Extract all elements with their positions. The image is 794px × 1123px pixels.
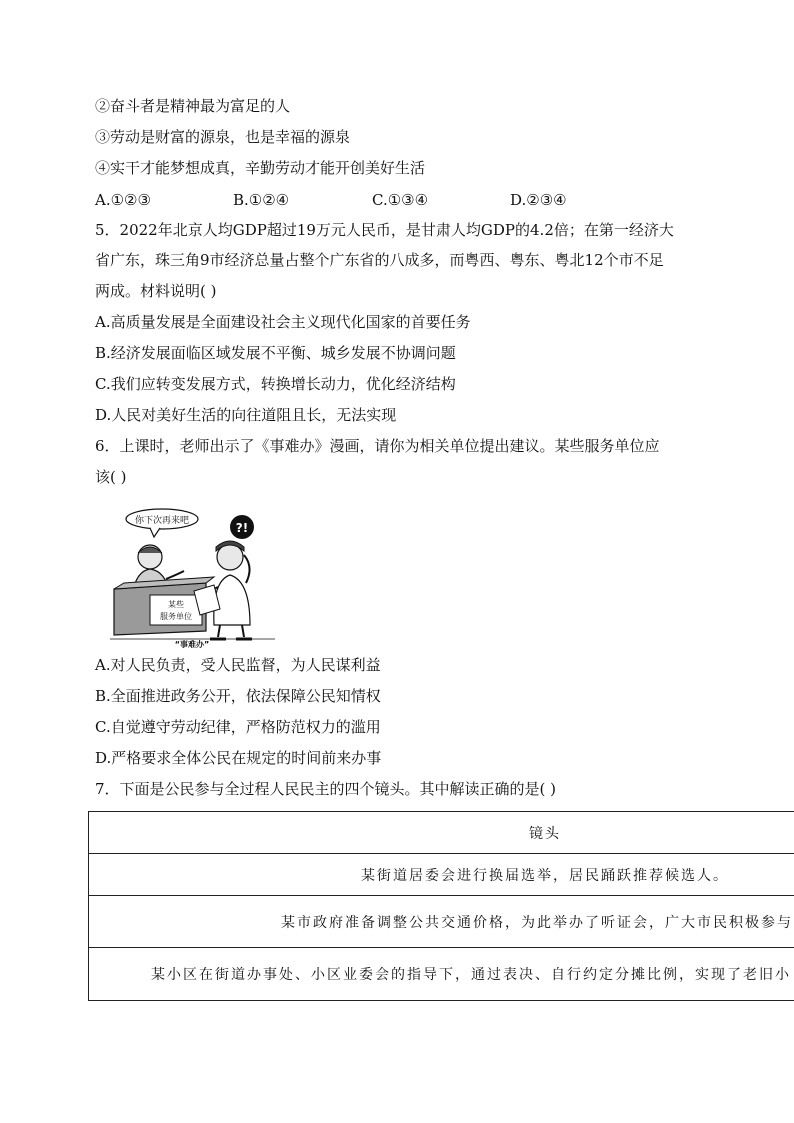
q5-option-a[interactable]: A.高质量发展是全面建设社会主义现代化国家的首要任务	[95, 313, 471, 331]
statement-2: ②奋斗者是精神最为富足的人	[95, 97, 291, 115]
q6-option-c[interactable]: C.自觉遵守劳动纪律，严格防范权力的滥用	[95, 718, 381, 736]
table-row	[89, 896, 794, 948]
speech-bubble-text: 你下次再来吧	[134, 516, 190, 526]
q5-option-c[interactable]: C.我们应转变发展方式，转换增长动力，优化经济结构	[95, 375, 456, 393]
statement-3: ③劳动是财富的源泉，也是幸福的源泉	[95, 128, 351, 146]
q6-option-b[interactable]: B.全面推进政务公开，依法保障公民知情权	[95, 687, 381, 705]
q5-stem-line-1: 5．2022年北京人均GDP超过19万元人民币，是甘肃人均GDP的4.2倍；在第一经济大	[95, 221, 674, 239]
exclaim-text: ?!	[235, 521, 249, 535]
q5-option-d[interactable]: D.人民对美好生活的向往道阻且长，无法实现	[95, 406, 397, 424]
table-cell-scene-3: 某小区在街道办事处、小区业委会的指导下，通过表决、自行约定分摊比例，实现了老旧小	[151, 966, 791, 983]
statement-4: ④实干才能梦想成真，辛勤劳动才能开创美好生活	[95, 159, 426, 177]
q5-stem-line-2: 省广东，珠三角9市经济总量占整个广东省的八成多，而粤西、粤东、粤北12个市不足	[95, 251, 664, 269]
table-cell-scene-1: 某街道居委会进行换届选举，居民踊跃推荐候选人。	[361, 867, 729, 884]
q6-stem-line-1: 6．上课时，老师出示了《事难办》漫画，请你为相关单位提出建议。某些服务单位应	[95, 437, 660, 455]
q5-option-b[interactable]: B.经济发展面临区域发展不平衡、城乡发展不协调问题	[95, 344, 456, 362]
scenes-table	[88, 811, 794, 1001]
q4-option-d[interactable]: D.②③④	[510, 191, 567, 209]
q5-stem-line-3: 两成。材料说明( )	[95, 282, 217, 300]
q6-option-d[interactable]: D.严格要求全体公民在规定的时间前来办事	[95, 749, 382, 767]
table-cell-scene-2: 某市政府准备调整公共交通价格，为此举办了听证会，广大市民积极参与	[281, 914, 793, 931]
cartoon-image	[110, 505, 275, 648]
q4-option-a[interactable]: A.①②③	[95, 191, 151, 209]
q4-option-c[interactable]: C.①③④	[372, 191, 429, 209]
desk-label-line-2: 服务单位	[160, 612, 192, 621]
cartoon-caption: “事难办”	[174, 640, 210, 648]
table-row	[89, 854, 794, 896]
q4-option-b[interactable]: B.①②④	[233, 191, 290, 209]
q6-stem-line-2: 该( )	[95, 468, 127, 486]
table-row	[89, 948, 794, 999]
q7-stem: 7．下面是公民参与全过程人民民主的四个镜头。其中解读正确的是( )	[95, 780, 557, 798]
desk-label-line-1: 某些	[168, 600, 184, 609]
q6-option-a[interactable]: A.对人民负责，受人民监督，为人民谋利益	[95, 656, 381, 674]
table-header-cell: 镜头	[529, 825, 561, 842]
table-header-row	[89, 812, 794, 854]
